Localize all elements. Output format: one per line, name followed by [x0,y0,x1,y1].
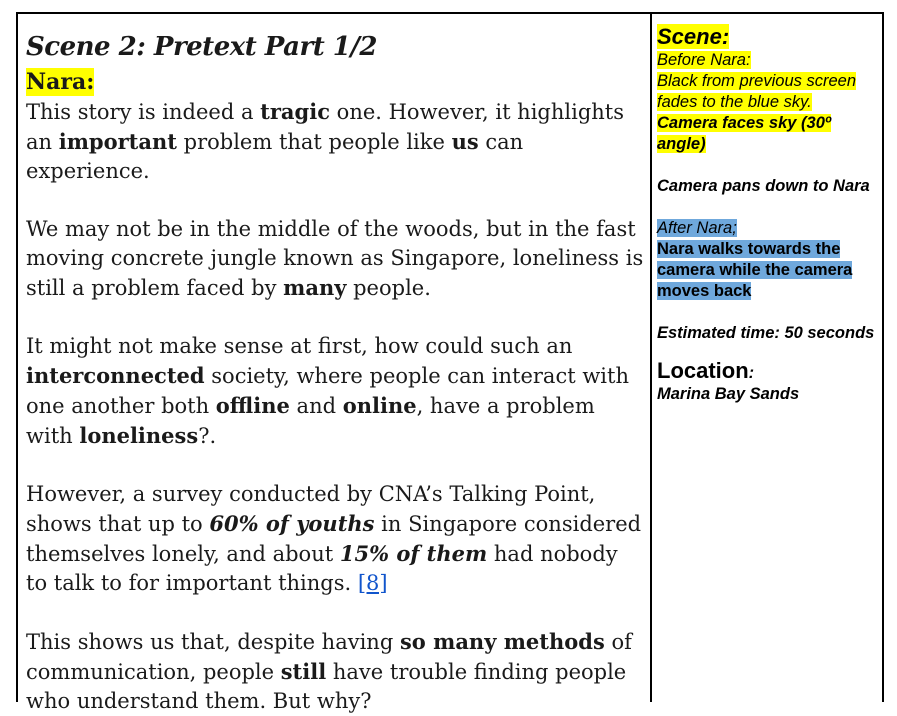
after-block [657,218,882,302]
bold-text: so many methods [399,629,605,654]
scene-title: Scene 2: Pretext Part 1/2 [26,32,377,62]
text: This shows us that, despite having [26,630,400,654]
text: ?. [198,424,217,448]
scene-label [657,24,882,50]
text: of communication, people [26,630,632,684]
text: can experience. [26,130,524,183]
notes-column [657,24,882,405]
after-description: Nara walks towards the camera while the camera moves back [657,240,853,300]
citation-link[interactable]: [8] [357,571,388,595]
scene-label-text: Scene: [657,24,730,49]
bold-italic-text: 60% of youths [209,511,375,536]
paragraph-3 [26,332,644,451]
dialogue-column [26,28,644,716]
after-label: After Nara; [657,219,737,237]
paragraph-5 [26,627,644,716]
text: one. However, it highlights an [26,100,625,154]
script-table [16,12,884,713]
bold-italic-text: 15% of them [339,541,488,566]
text: It might not make sense at first, how could such an [26,334,573,358]
bold-text: many [283,275,347,300]
paragraph-2 [26,215,644,303]
before-block [657,50,882,155]
text: society, where people can interact with one another both [26,364,629,418]
camera-pan-note: Camera pans down to Nara [657,177,870,195]
text: We may not be in the middle of the woods, but in the fast moving concrete jungle known as Singapore, loneliness is still a problem faced by [26,217,644,300]
location-colon: : [748,364,755,382]
paragraph-4 [26,480,644,598]
before-label: Before Nara: [657,51,751,69]
bold-text: online [342,393,417,418]
text: and [289,394,343,418]
estimated-time: Estimated time: 50 seconds [657,324,875,342]
bold-text: loneliness [79,423,199,448]
before-description: Black from previous screen fades to the blue sky. [657,72,856,111]
text: However, a survey conducted by CNA’s Talking Point, shows that up to [26,482,596,536]
text: had nobody to talk to for important things. [26,542,618,595]
bold-text: interconnected [26,363,205,388]
text: , have a problem with [26,394,595,448]
location-label: Location [657,358,749,383]
bold-text: still [280,659,327,684]
paragraph-1 [26,97,644,186]
text: have trouble finding people who understand them. But why? [26,660,627,713]
bold-text: tragic [260,99,330,124]
text: people. [346,276,431,300]
camera-angle-note: Camera faces sky (30º angle) [657,114,831,153]
column-divider [650,14,652,702]
text: problem that people like [176,130,452,154]
location-heading [657,358,882,384]
bold-text: offline [215,393,290,418]
bold-text: important [58,129,177,154]
speaker-label: Nara: [26,69,95,95]
text: in Singapore considered themselves lonely, and about [26,512,642,566]
text: This story is indeed a [26,100,261,124]
bold-text: us [451,129,479,154]
location-value: Marina Bay Sands [657,385,800,403]
